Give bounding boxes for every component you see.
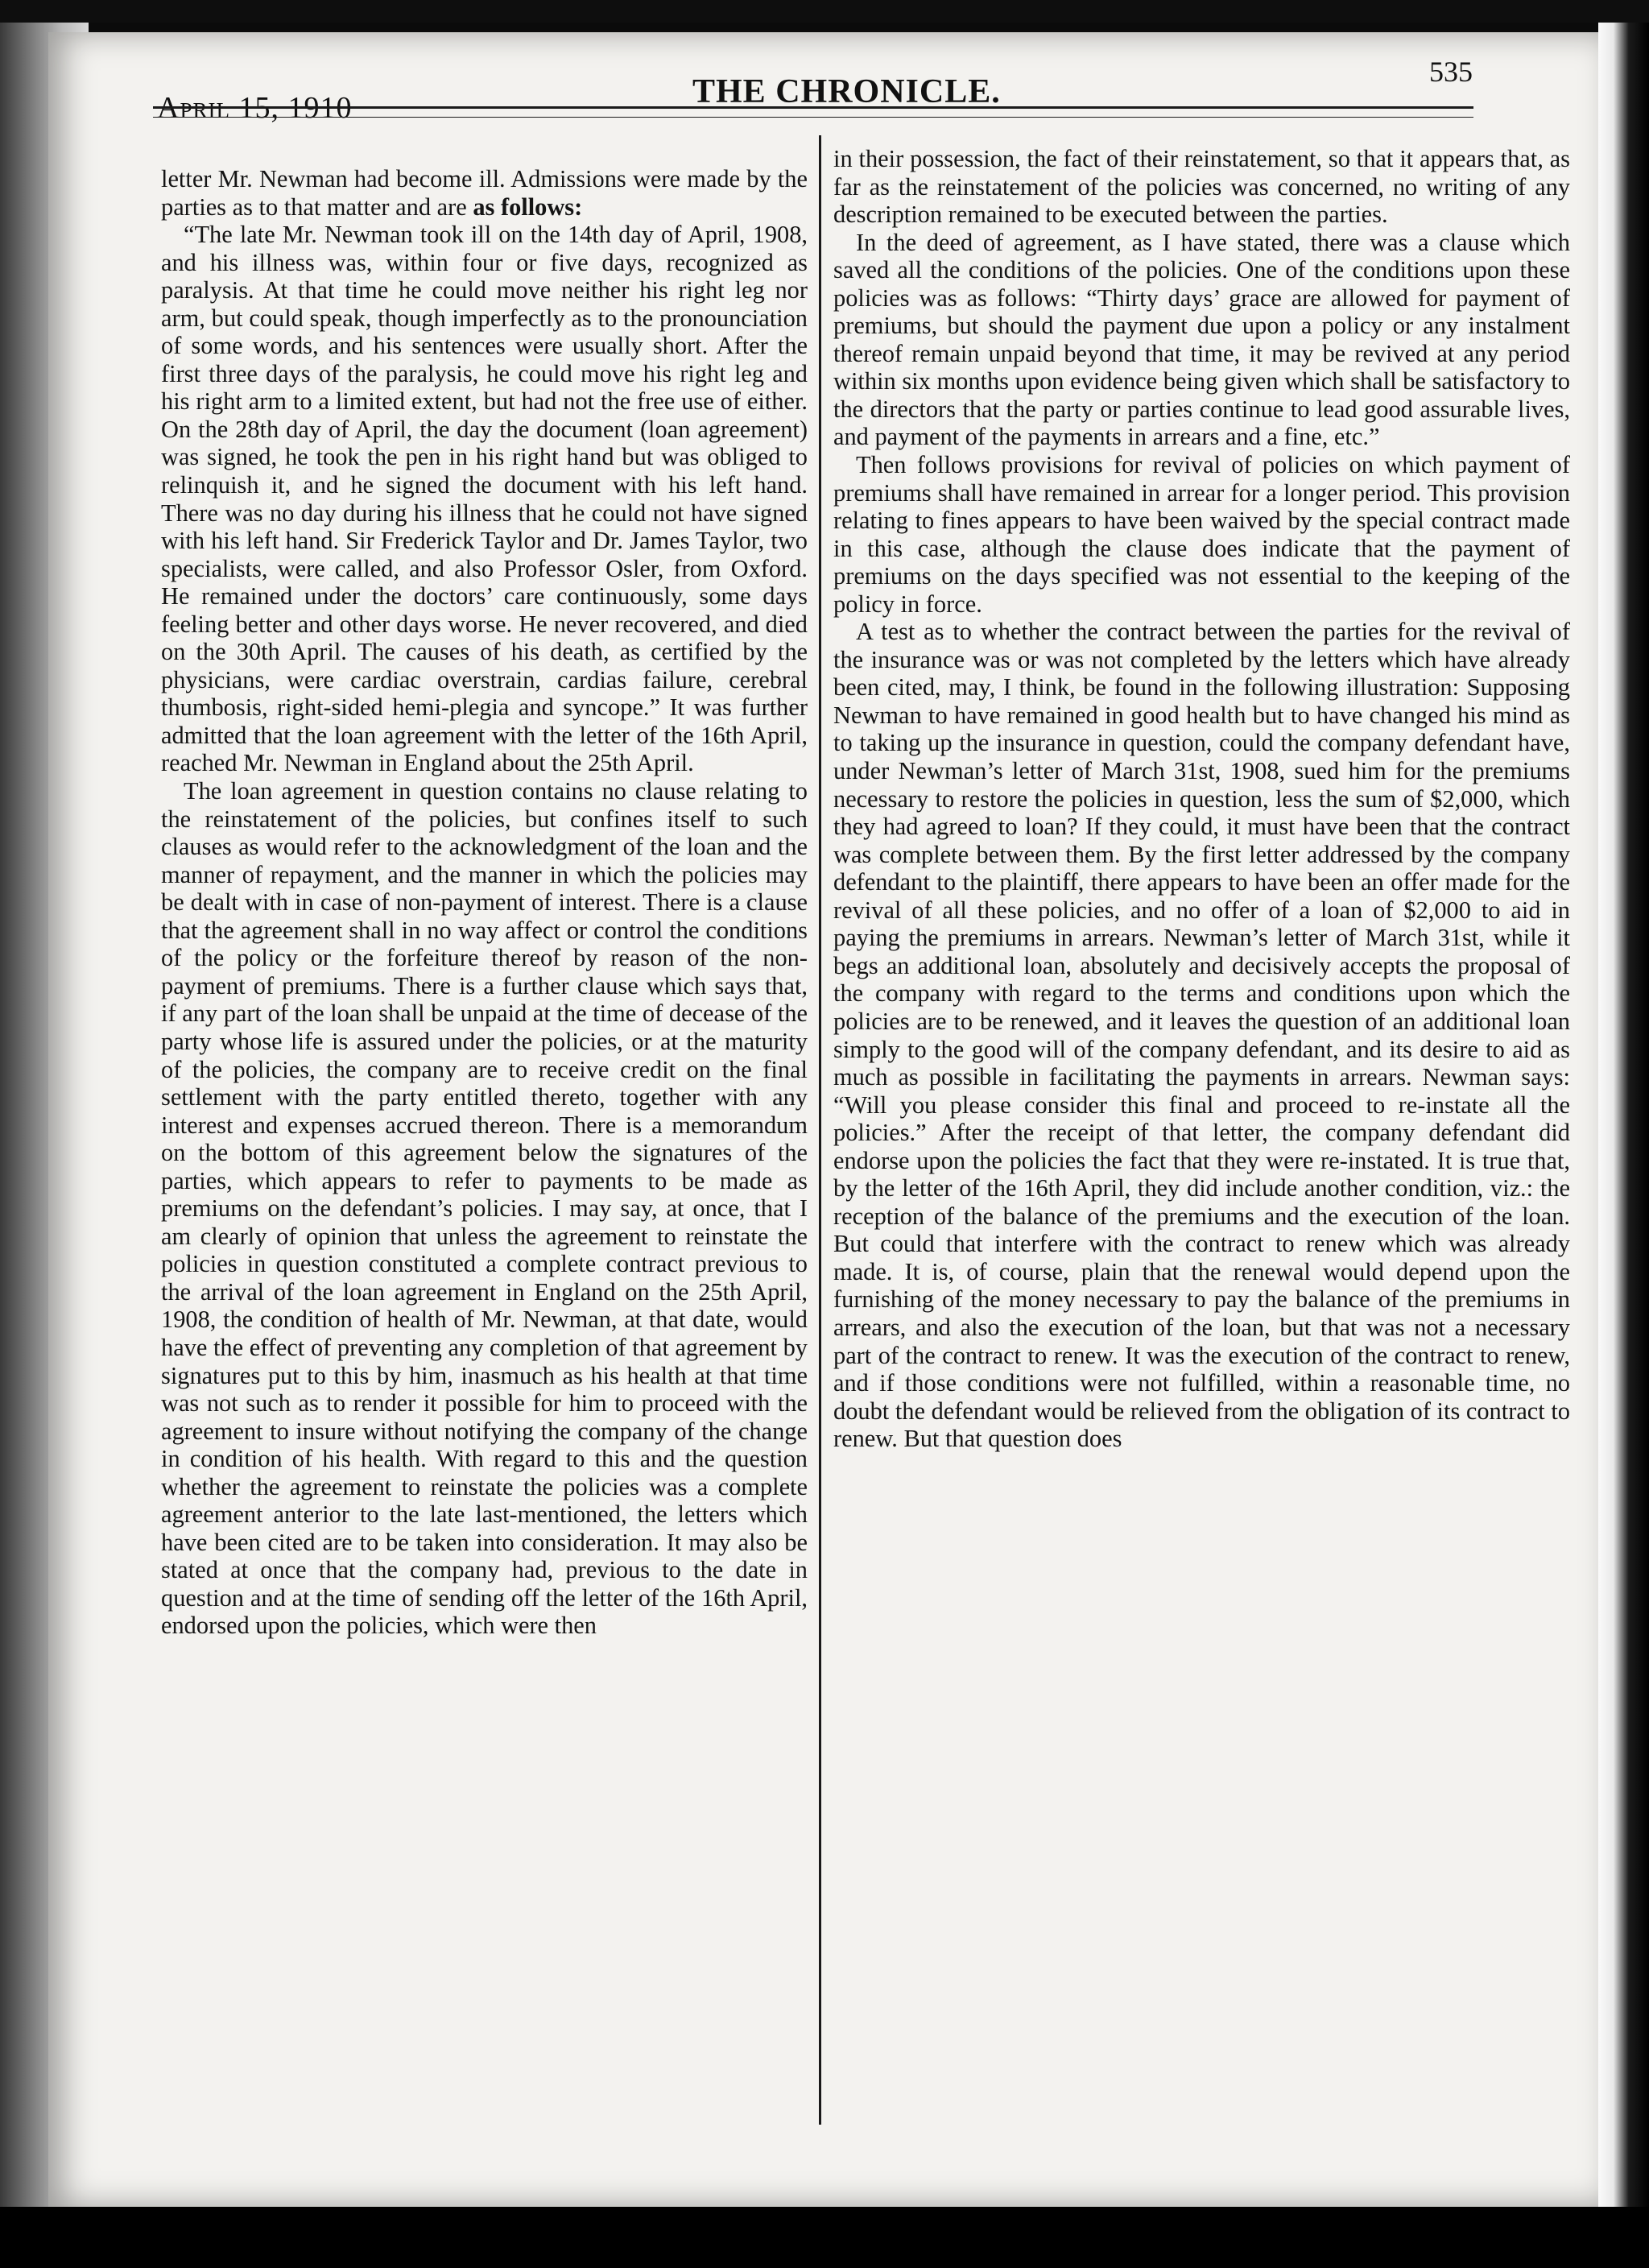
left-paragraph-1-bold: as follows: (473, 192, 583, 221)
left-paragraph-2: “The late Mr. Newman took ill on the 14th day of April, 1908, and his illness was, within four or five days, recognized as paralysis. At that time he could move neither his right leg nor arm, but could speak, though imperfectly as to the pronounciation of some words, and his sentences were usually short. After the first three days of the paralysis, he could move his right leg and his right arm to a limited extent, but had not the free use of either. On the 28th day of April, the day the document (loan agreement) was signed, he took the pen in his right hand but was obliged to relinquish it, and he signed the document with his left hand. There was no day during his illness that he could not have signed with his left hand. Sir Frederick Taylor and Dr. James Taylor, two specialists, were called, and also Professor Osler, from Oxford. He remained under the doctors’ care continuously, some days feeling better and other days worse. He never recovered, and died on the 30th April. The causes of his death, as certified by the physicians, were cardiac overstrain, cardias failure, cerebral thumbosis, right-sided hemi-plegia and syncope.” It was further admitted that the loan agreement with the letter of the 16th April, reached Mr. Newman in England about the 25th April. (161, 221, 808, 777)
left-paragraph-1-text: letter Mr. Newman had become ill. Admissions were made by the parties as to that matter and are (161, 165, 808, 221)
scan-top-edge (0, 0, 1649, 23)
right-paragraph-3: Then follows provisions for revival of policies on which payment of premiums shall have remained in arrear for a longer period. This provision relating to fines appears to have been waived by the special contract made in this case, although the clause does indicate that the payment of premiums on the days specified was not essential to the keeping of the policy in force. (833, 451, 1570, 618)
right-column (833, 145, 1570, 1453)
page-number: 535 (1429, 56, 1473, 88)
left-paragraph-1 (161, 165, 808, 221)
right-paragraph-2: In the deed of agreement, as I have stated, there was a clause which saved all the conditions of the policies. One of the conditions upon these policies was as follows: “Thirty days’ grace are allowed for payment of premiums, but should the payment due upon a policy or any instalment thereof remain unpaid beyond that time, it may be revived at any period within six months upon evidence being given which shall be satisfactory to the directors that the party or parties continue to lead good assurable lives, and payment of the payments in arrears and a fine, etc.” (833, 228, 1570, 451)
right-paragraph-1: in their possession, the fact of their reinstatement, so that it appears that, as far as the reinstatement of the policies was concerned, no writing of any description remained to be executed between the parties. (833, 145, 1570, 229)
right-paragraph-4: A test as to whether the contract between the parties for the revival of the insurance was or was not completed by the letters which have already been cited, may, I think, be found in the following illustration: Supposing Newman to have remained in good health but to have changed his mind as to taking up the insurance in question, could the company defendant have, under Newman’s letter of March 31st, 1908, sued him for the premiums necessary to restore the policies in question, less the sum of $2,000, which they had agreed to loan? If they could, it must have been that the contract was complete between them. By the first letter addressed by the company defendant to the plaintiff, there appears to have been an offer made for the revival of all these policies, and no offer of a loan of $2,000 to aid in paying the premiums in arrears. Newman’s letter of March 31st, while it begs an additional loan, absolutely and decisively accepts the proposal of the company with regard to the terms and conditions upon which the policies are to be renewed, and it leaves the question of an additional loan simply to the good will of the company defendant, and its desire to aid as much as possible in facilitating the payments in arrears. Newman says: “Will you please consider this final and proceed to re-instate all the policies.” After the receipt of that letter, the company defendant did endorse upon the policies the fact that they were re-instated. It is true that, by the letter of the 16th April, they did include another condition, viz.: the reception of the balance of the premiums and the execution of the loan. But could that interfere with the contract to renew which was already made. It is, of course, plain that the renewal would depend upon the furnishing of the money necessary to pay the balance of the premiums in arrears, and also the execution of the loan, but that was not a necessary part of the contract to renew. It was the execution of the contract to renew, and if those conditions were not fulfilled, within a reasonable time, no doubt the defendant would be relieved from the obligation of its contract to renew. But that question does (833, 618, 1570, 1453)
scan-right-edge (1598, 23, 1649, 2207)
column-divider (819, 135, 821, 2125)
left-paragraph-3: The loan agreement in question contains no clause relating to the reinstatement of the policies, but confines itself to such clauses as would refer to the acknowledgment of the loan and the manner of repayment, and the manner in which the policies may be dealt with in case of non-payment of interest. There is a clause that the agreement shall in no way affect or control the conditions of the policy or the forfeiture thereof by reason of the non-payment of premiums. There is a further clause which says that, if any part of the loan shall be unpaid at the time of decease of the party whose life is assured under the policies, or at the maturity of the policies, the company are to receive credit on the final settlement with the party entitled thereto, together with any interest and expenses accrued thereon. There is a memorandum on the bottom of this agreement below the signatures of the parties, which appears to refer to payments to be made as premiums on the defendant’s policies. I may say, at once, that I am clearly of opinion that unless the agreement to reinstate the policies in question constituted a complete contract previous to the arrival of the loan agreement in England on the 25th April, 1908, the condition of health of Mr. Newman, at that date, would have the effect of preventing any completion of that agreement by signatures put to this by him, inasmuch as his health at that time was not such as to render it possible for him to proceed with the agreement to insure without notifying the company of the change in condition of his health. With regard to this and the question whether the agreement to reinstate the policies was a complete agreement anterior to the late last-mentioned, the letters which have been cited are to be taken into consideration. It may also be stated at once that the company had, previous to the date in question and at the time of sending off the letter of the 16th April, endorsed upon the policies, which were then (161, 777, 808, 1640)
running-header-date: April 15, 1910 (157, 91, 353, 125)
left-column (161, 165, 808, 1640)
running-header-title: THE CHRONICLE. (692, 73, 1001, 110)
header-rule (153, 106, 1473, 118)
scan-bottom-edge (0, 2207, 1649, 2268)
